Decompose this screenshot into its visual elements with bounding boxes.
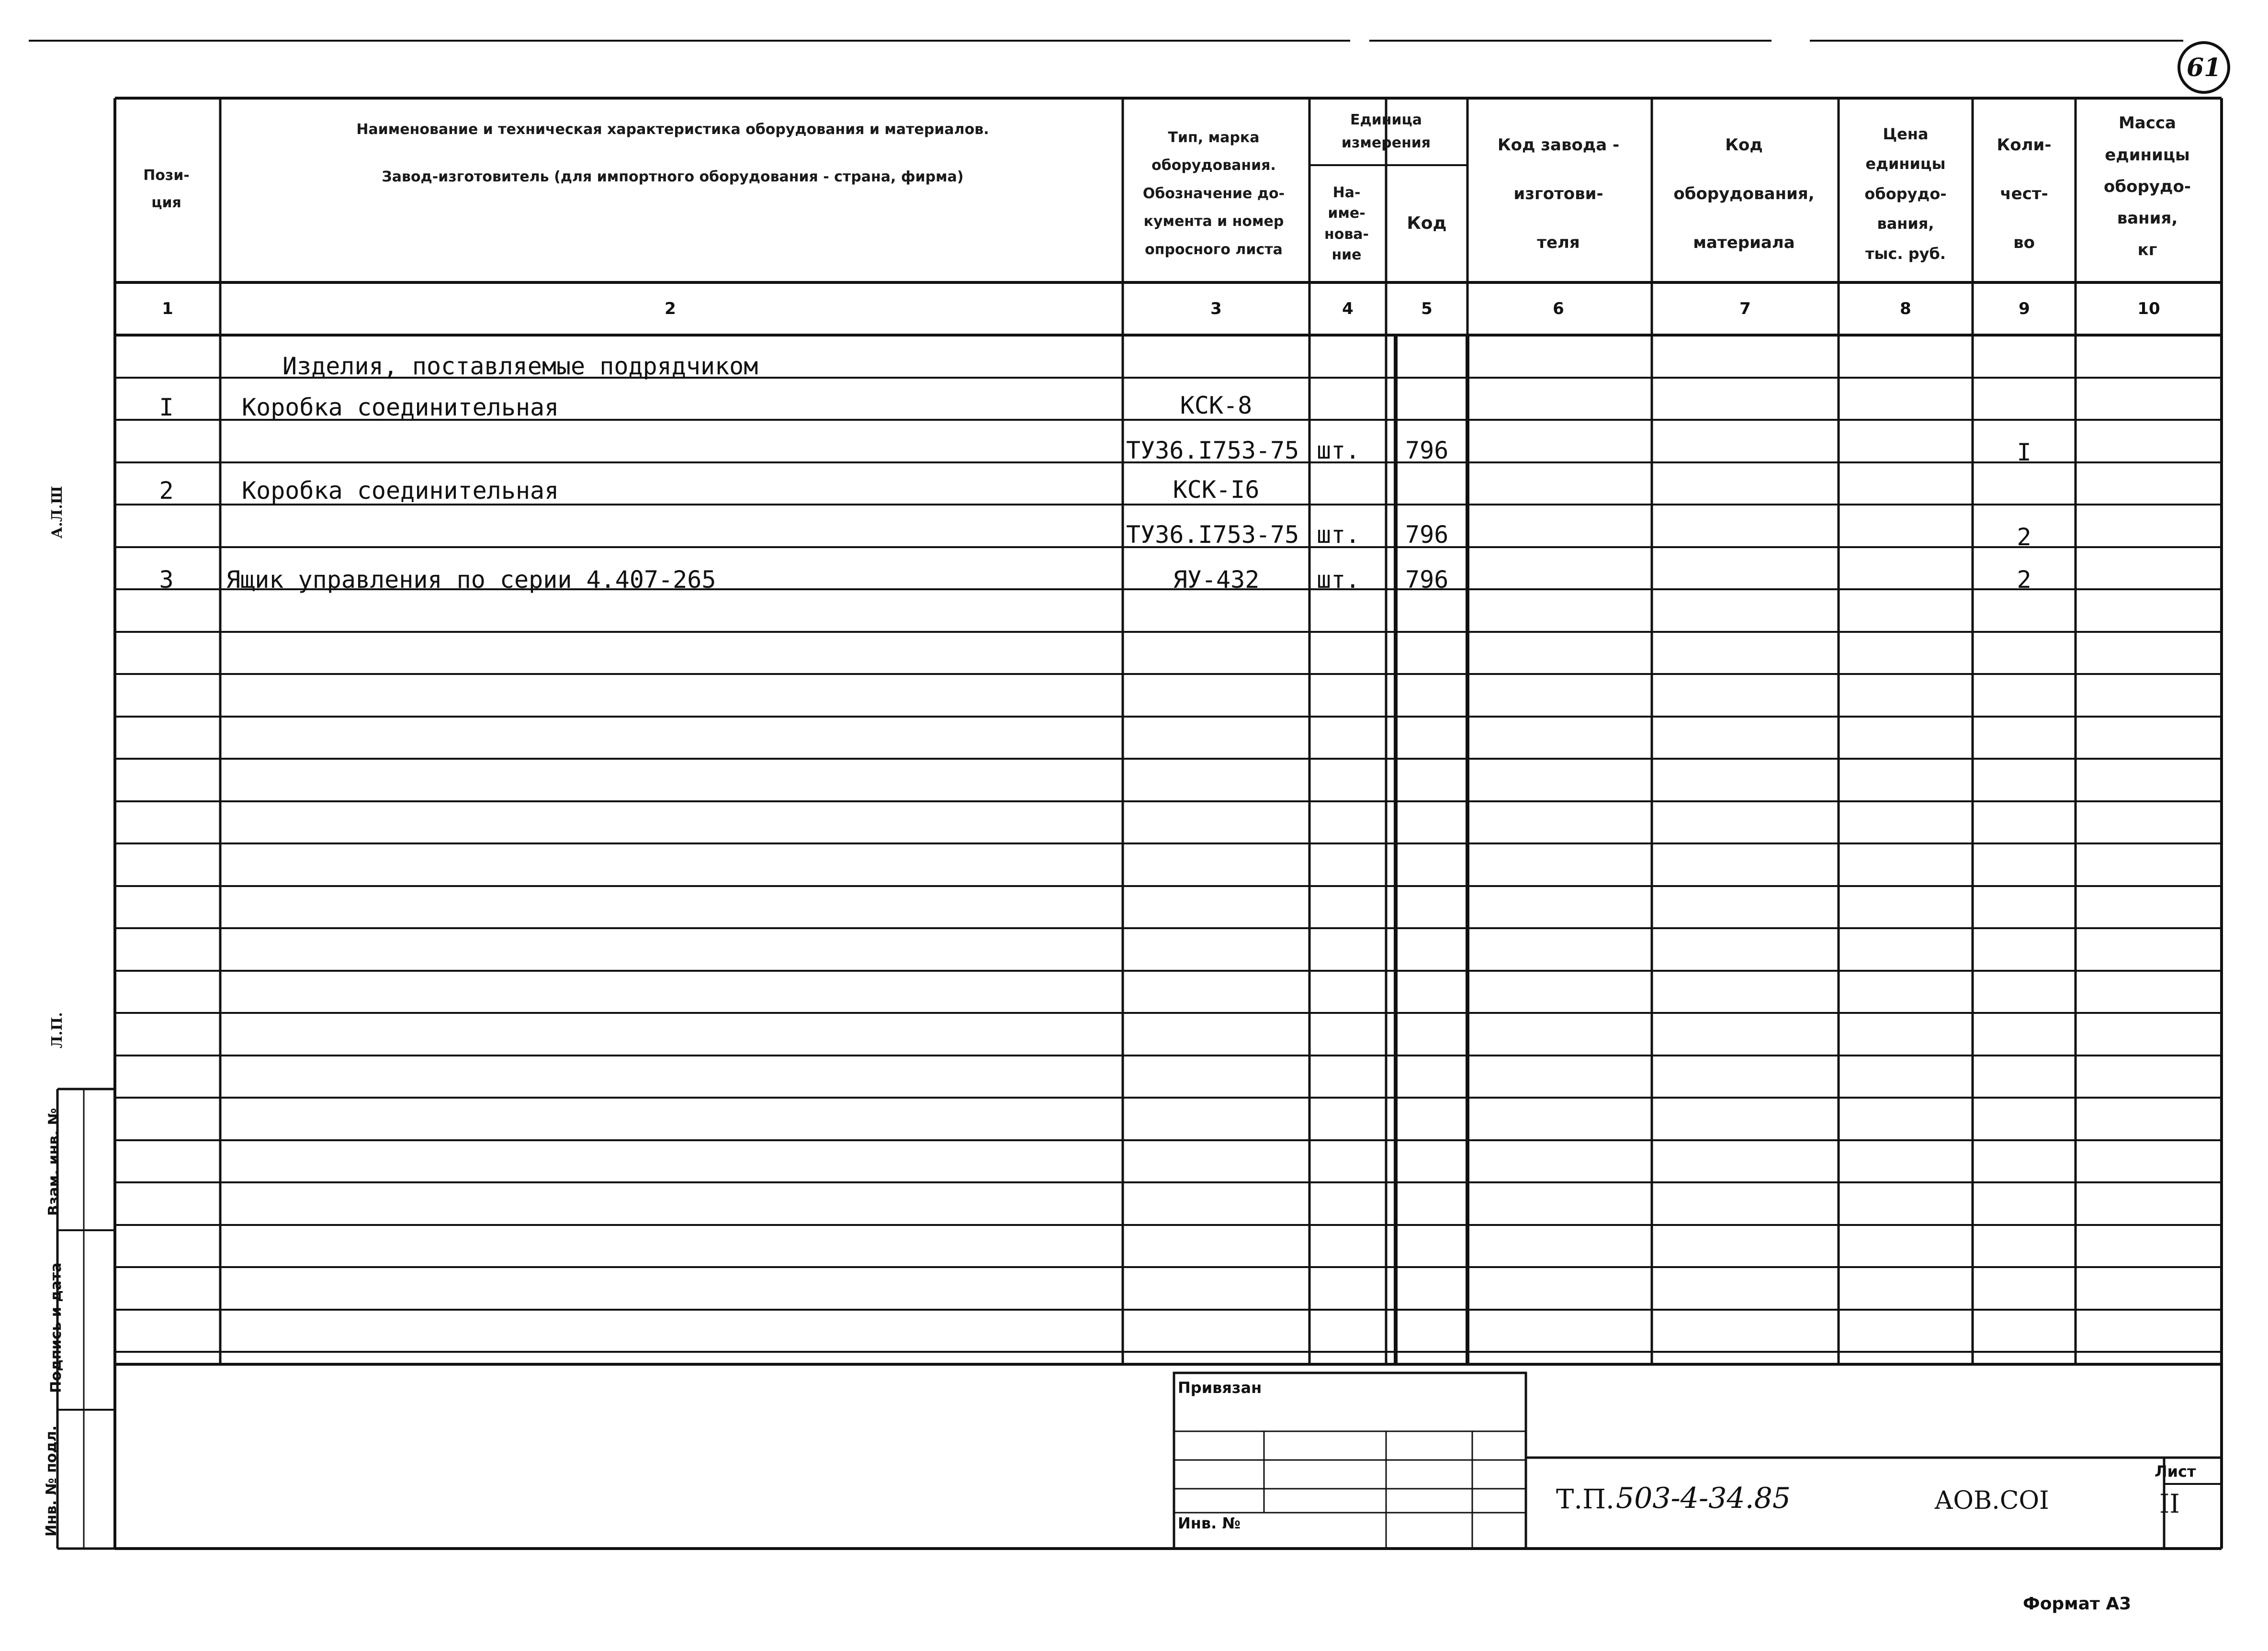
- header-type: Тип, марка оборудования. Обозначение до- кумента и номер опросного листа: [1142, 129, 1285, 258]
- header-name: Наименование и техническая характеристика оборудования и материалов. Завод-изготовитель (для импортного оборудования - страна, фирма): [356, 121, 989, 185]
- item-3-quantity: 2: [2017, 566, 2031, 594]
- tp-prefix: Т.П.: [1556, 1484, 1614, 1515]
- section-title: Изделия, поставляемые подрядчиком: [282, 352, 758, 380]
- column-number-6: 6: [1553, 299, 1564, 318]
- item-3-position: 3: [159, 566, 174, 594]
- column-number-7: 7: [1739, 299, 1751, 318]
- tp-number: 503-4-34.85: [1616, 1482, 1791, 1515]
- side-mark-upper: А.Л.Ш: [49, 486, 66, 539]
- column-number-1: 1: [162, 299, 173, 318]
- header-quantity: Коли- чест- во: [1997, 135, 2052, 252]
- header-unit-mass: Масса единицы оборудо- вания, кг: [2104, 113, 2191, 260]
- side-label-sign-date: Подпись и дата: [48, 1262, 65, 1393]
- column-number-5: 5: [1421, 299, 1433, 318]
- header-position: Пози- ция: [143, 167, 190, 211]
- item-2-unit-name: шт.: [1317, 521, 1360, 549]
- item-2-document: ТУ36.I753-75: [1126, 521, 1299, 549]
- item-1-document: ТУ36.I753-75: [1126, 437, 1299, 464]
- item-1-quantity: I: [2017, 438, 2031, 466]
- column-number-8: 8: [1900, 299, 1911, 318]
- item-2-type: КСК-I6: [1173, 476, 1260, 504]
- item-1-position: I: [159, 393, 174, 421]
- item-1-unit-code: 796: [1405, 437, 1449, 464]
- item-1-name: Коробка соединительная: [242, 393, 559, 421]
- sheet-label: Лист: [2155, 1462, 2196, 1481]
- header-unit-code: Код: [1407, 213, 1447, 234]
- stamp-privyazan-label: Привязан: [1178, 1379, 1262, 1397]
- document-code: АОВ.СОI: [1934, 1486, 2049, 1515]
- item-3-name: Ящик управления по серии 4.407-265: [226, 566, 716, 594]
- column-number-10: 10: [2137, 299, 2160, 318]
- item-3-unit-code: 796: [1405, 566, 1449, 594]
- item-2-unit-code: 796: [1405, 521, 1449, 549]
- column-number-3: 3: [1210, 299, 1222, 318]
- column-number-4: 4: [1342, 299, 1354, 318]
- header-equipment-code: Код оборудования, материала: [1673, 135, 1815, 252]
- header-maker-code: Код завода - изготови- теля: [1497, 135, 1620, 252]
- item-2-position: 2: [159, 477, 174, 505]
- item-2-quantity: 2: [2017, 523, 2031, 551]
- header-unit-price: Цена единицы оборудо- вания, тыс. руб.: [1864, 125, 1947, 263]
- format-label: Формат А3: [2023, 1594, 2132, 1614]
- item-1-type: КСК-8: [1180, 392, 1252, 419]
- item-2-name: Коробка соединительная: [242, 477, 559, 505]
- side-mark-lower: Л.П.: [49, 1012, 66, 1048]
- side-label-vzam-inv: Взам. инв. №: [45, 1108, 62, 1216]
- side-label-inv-orig: Инв. № подл.: [43, 1425, 60, 1537]
- column-number-9: 9: [2019, 299, 2030, 318]
- item-1-unit-name: шт.: [1317, 437, 1360, 464]
- sheet-marker-badge: [2178, 41, 2230, 94]
- item-3-unit-name: шт.: [1317, 566, 1360, 594]
- column-number-2: 2: [665, 299, 676, 318]
- header-unit-group: Единица измерения: [1341, 112, 1431, 151]
- sheet-number: II: [2159, 1489, 2180, 1519]
- item-3-type: ЯУ-432: [1173, 566, 1260, 594]
- stamp-inv-no-label: Инв. №: [1178, 1514, 1241, 1532]
- sheet-marker: 61: [2186, 53, 2222, 82]
- header-unit-name: На- име- нова- ние: [1324, 184, 1369, 263]
